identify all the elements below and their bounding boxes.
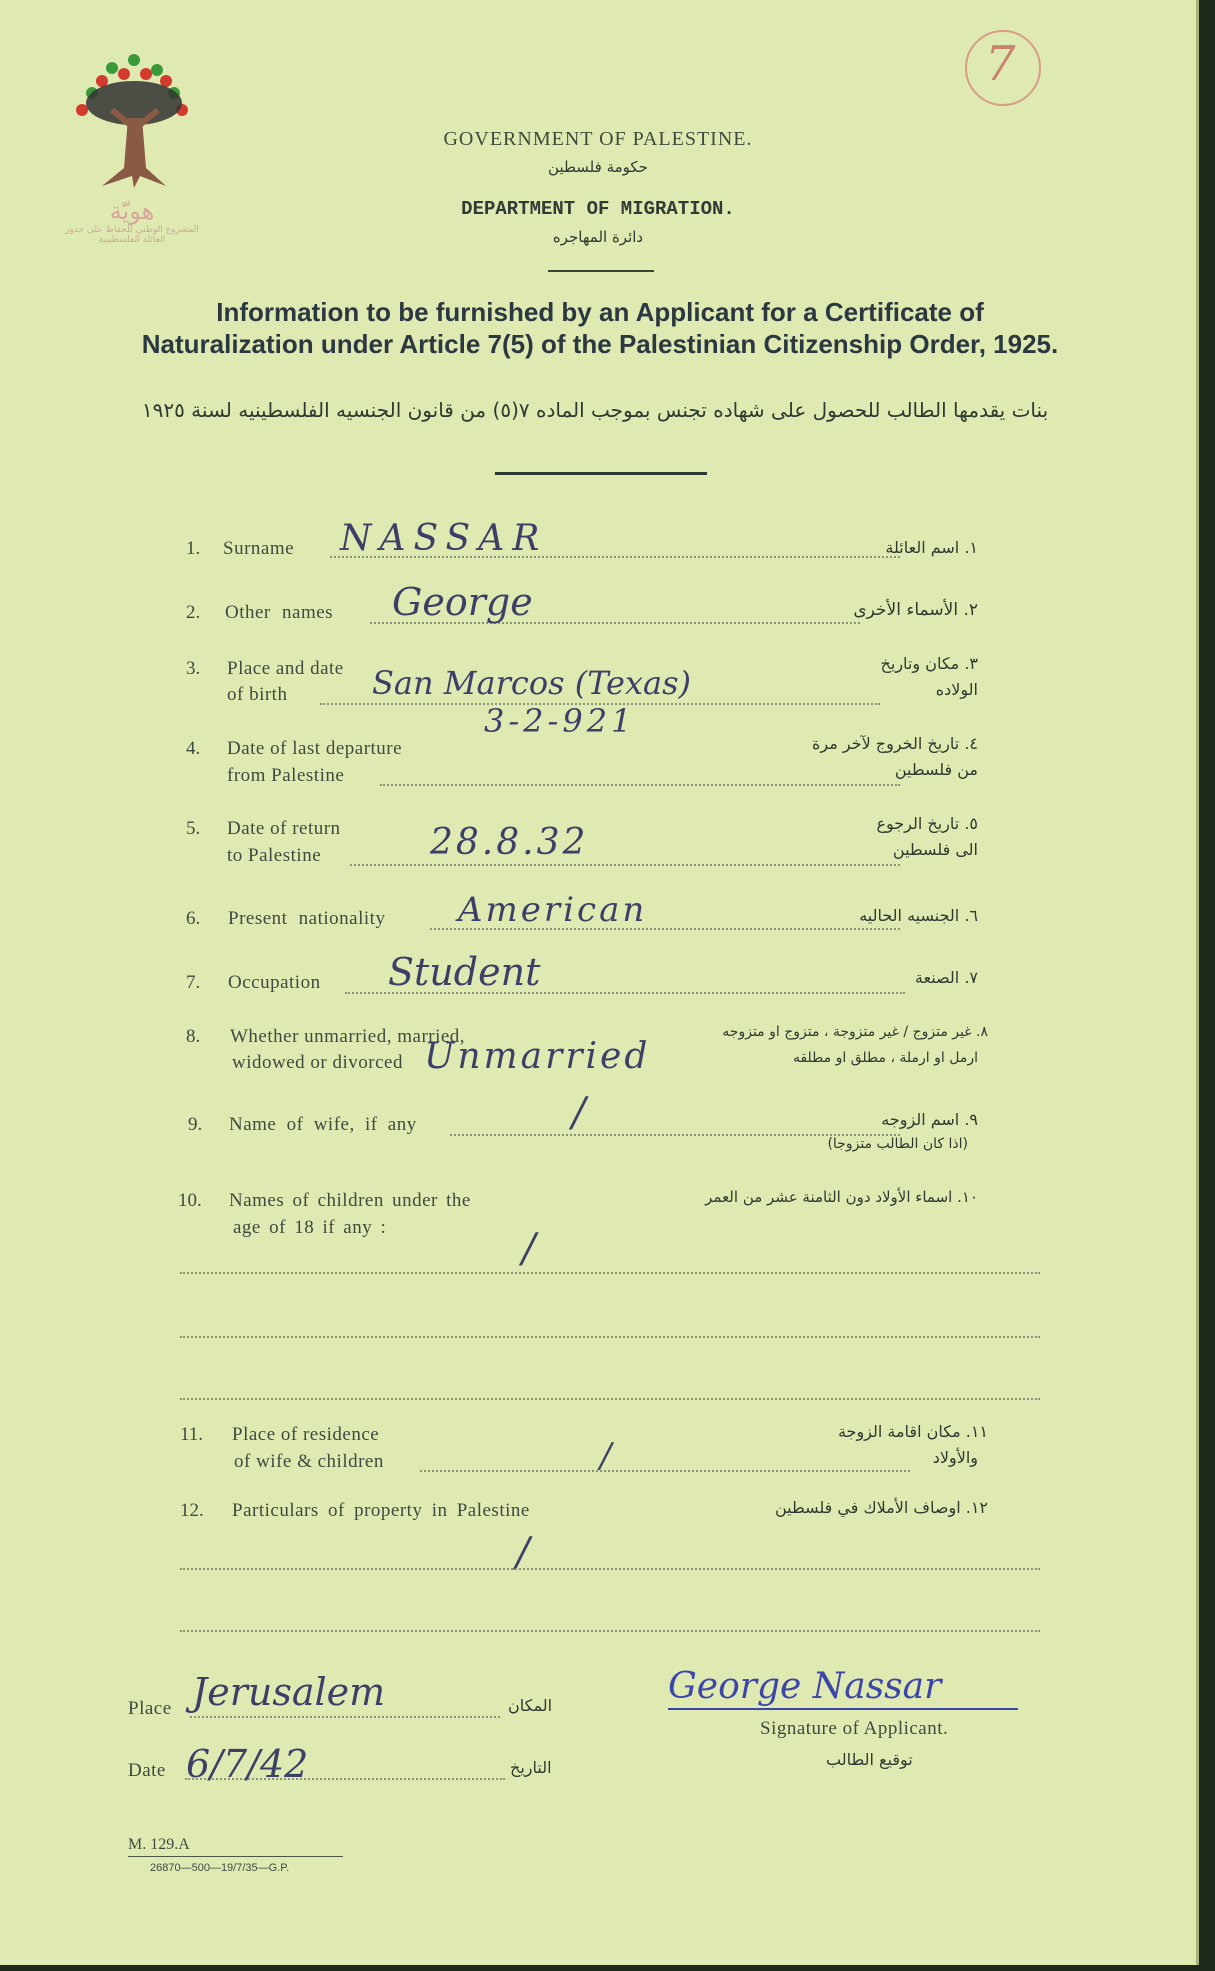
department-title-ar: دائرة المهاجره bbox=[552, 228, 644, 246]
field3-value: San Marcos (Texas) bbox=[372, 664, 692, 702]
signature-label: Signature of Applicant. bbox=[760, 1718, 949, 1739]
field4-line bbox=[380, 784, 900, 786]
field6-number: 6. bbox=[186, 908, 201, 929]
government-title-ar: حكومة فلسطين bbox=[548, 158, 648, 176]
field12-label: Particulars of property in Palestine bbox=[232, 1500, 530, 1521]
field10-number: 10. bbox=[178, 1190, 202, 1211]
field5-label-ar1: ٥. تاريخ الرجوع bbox=[876, 814, 978, 833]
field7-label: Occupation bbox=[228, 972, 321, 993]
form-code-rule bbox=[128, 1856, 343, 1857]
department-title: DEPARTMENT OF MIGRATION. bbox=[461, 198, 735, 220]
field8-label2: widowed or divorced bbox=[232, 1052, 403, 1073]
field9-label-ar2: (اذا كان الطالب متزوجا) bbox=[827, 1136, 968, 1152]
date-label-ar: التاريخ bbox=[510, 1758, 552, 1777]
field9-label: Name of wife, if any bbox=[229, 1114, 417, 1135]
form-title: Information to be furnished by an Applicant for a Certificate of Naturalization under Article 7(5) of the Palestinian Citizenship Order, 1925. bbox=[141, 297, 1059, 359]
print-code: 26870—500—19/7/35—G.P. bbox=[150, 1862, 290, 1874]
date-value: 6/7/42 bbox=[186, 1742, 309, 1786]
logo-caption: هويّة bbox=[109, 197, 155, 225]
field9-value: / bbox=[572, 1090, 586, 1136]
field10-label2: age of 18 if any : bbox=[233, 1217, 387, 1238]
field2-number: 2. bbox=[186, 602, 201, 623]
field8-number: 8. bbox=[186, 1026, 201, 1047]
field7-number: 7. bbox=[186, 972, 201, 993]
signature-underline bbox=[668, 1708, 1018, 1710]
field10-value: / bbox=[522, 1226, 536, 1272]
field6-label-ar: ٦. الجنسيه الحاليه bbox=[859, 906, 978, 925]
field5-label1: Date of return bbox=[227, 818, 341, 839]
form-title-ar: بنات يقدمها الطالب للحصول على شهاده تجنس بموجب الماده ٧(٥) من قانون الجنسيه الفلسطينيه لسنة ١٩٢٥ bbox=[141, 398, 1049, 422]
date-label: Date bbox=[128, 1760, 166, 1781]
field4-value: 3-2-921 bbox=[484, 702, 636, 740]
field8-value: Unmarried bbox=[424, 1036, 651, 1077]
field3-label2: of birth bbox=[227, 684, 288, 705]
field1-label-ar: ١. اسم العائلة bbox=[885, 538, 978, 557]
field5-label2: to Palestine bbox=[227, 845, 322, 866]
field6-label: Present nationality bbox=[228, 908, 386, 929]
field11-value: / bbox=[600, 1436, 612, 1476]
field8-label-ar2: ارمل او ارملة ، مطلق او مطلقه bbox=[792, 1050, 978, 1066]
field10-label1: Names of children under the bbox=[229, 1190, 471, 1211]
field5-value: 28.8.32 bbox=[430, 822, 589, 863]
field7-value: Student bbox=[388, 950, 541, 994]
place-label-ar: المكان bbox=[508, 1696, 553, 1715]
form-code: M. 129.A bbox=[128, 1836, 190, 1853]
field11-label-ar2: والأولاد bbox=[932, 1448, 978, 1467]
place-line bbox=[190, 1716, 500, 1718]
field3-label-ar1: ٣. مكان وتاريخ bbox=[880, 654, 978, 673]
field2-label-ar: ٢. الأسماء الأخرى bbox=[853, 600, 978, 620]
title-divider bbox=[495, 472, 707, 475]
field7-label-ar: ٧. الصنعة bbox=[914, 968, 978, 987]
field2-value: George bbox=[392, 580, 533, 624]
field12-label-ar: ١٢. اوصاف الأملاك في فلسطين bbox=[774, 1498, 988, 1517]
field11-line bbox=[420, 1470, 910, 1472]
signature-label-ar: توقيع الطالب bbox=[826, 1750, 913, 1769]
field1-value: NASSAR bbox=[340, 518, 548, 559]
field12-value: / bbox=[516, 1530, 530, 1576]
field10-line2 bbox=[180, 1336, 1040, 1338]
field4-number: 4. bbox=[186, 738, 201, 759]
field12-line1 bbox=[180, 1568, 1040, 1570]
field10-line3 bbox=[180, 1398, 1040, 1400]
field3-label-ar2: الولاده bbox=[935, 680, 978, 699]
signature-value: George Nassar bbox=[668, 1666, 942, 1707]
place-label: Place bbox=[128, 1698, 172, 1719]
field11-label1: Place of residence bbox=[232, 1424, 380, 1445]
government-title: GOVERNMENT OF PALESTINE. bbox=[443, 128, 753, 150]
field5-label-ar2: الى فلسطين bbox=[892, 840, 978, 859]
field4-label1: Date of last departure bbox=[227, 738, 403, 759]
field9-label-ar1: ٩. اسم الزوجه bbox=[881, 1110, 978, 1129]
field1-label: Surname bbox=[223, 538, 295, 559]
field5-line bbox=[350, 864, 900, 866]
field11-number: 11. bbox=[180, 1424, 204, 1445]
field1-number: 1. bbox=[186, 538, 201, 559]
field12-number: 12. bbox=[180, 1500, 204, 1521]
field4-label-ar2: من فلسطين bbox=[894, 760, 978, 779]
field5-number: 5. bbox=[186, 818, 201, 839]
field4-label-ar1: ٤. تاريخ الخروج لآخر مرة bbox=[811, 734, 978, 753]
place-value: Jerusalem bbox=[192, 1670, 386, 1714]
field6-value: American bbox=[458, 890, 648, 930]
field3-number: 3. bbox=[186, 658, 201, 679]
logo-subcaption: المشروع الوطني للحفاظ على جذور العائلة الفلسطينية bbox=[65, 225, 199, 245]
field10-label-ar: ١٠. اسماء الأولاد دون الثامنة عشر من العمر bbox=[705, 1188, 978, 1206]
field11-label-ar1: ١١. مكان اقامة الزوجة bbox=[837, 1422, 988, 1441]
field8-label-ar1: ٨. غير متزوج / غير متزوجة ، متزوج او متزوجه bbox=[722, 1024, 988, 1040]
field10-line1 bbox=[180, 1272, 1040, 1274]
field8-label1: Whether unmarried, married, bbox=[230, 1026, 466, 1047]
page-number: 7 bbox=[985, 36, 1016, 92]
header-divider bbox=[548, 270, 654, 272]
field11-label2: of wife & children bbox=[234, 1451, 384, 1472]
field2-label: Other names bbox=[225, 602, 334, 623]
field3-label1: Place and date bbox=[227, 658, 344, 679]
field4-label2: from Palestine bbox=[227, 765, 345, 786]
field9-number: 9. bbox=[188, 1114, 203, 1135]
field12-line2 bbox=[180, 1630, 1040, 1632]
